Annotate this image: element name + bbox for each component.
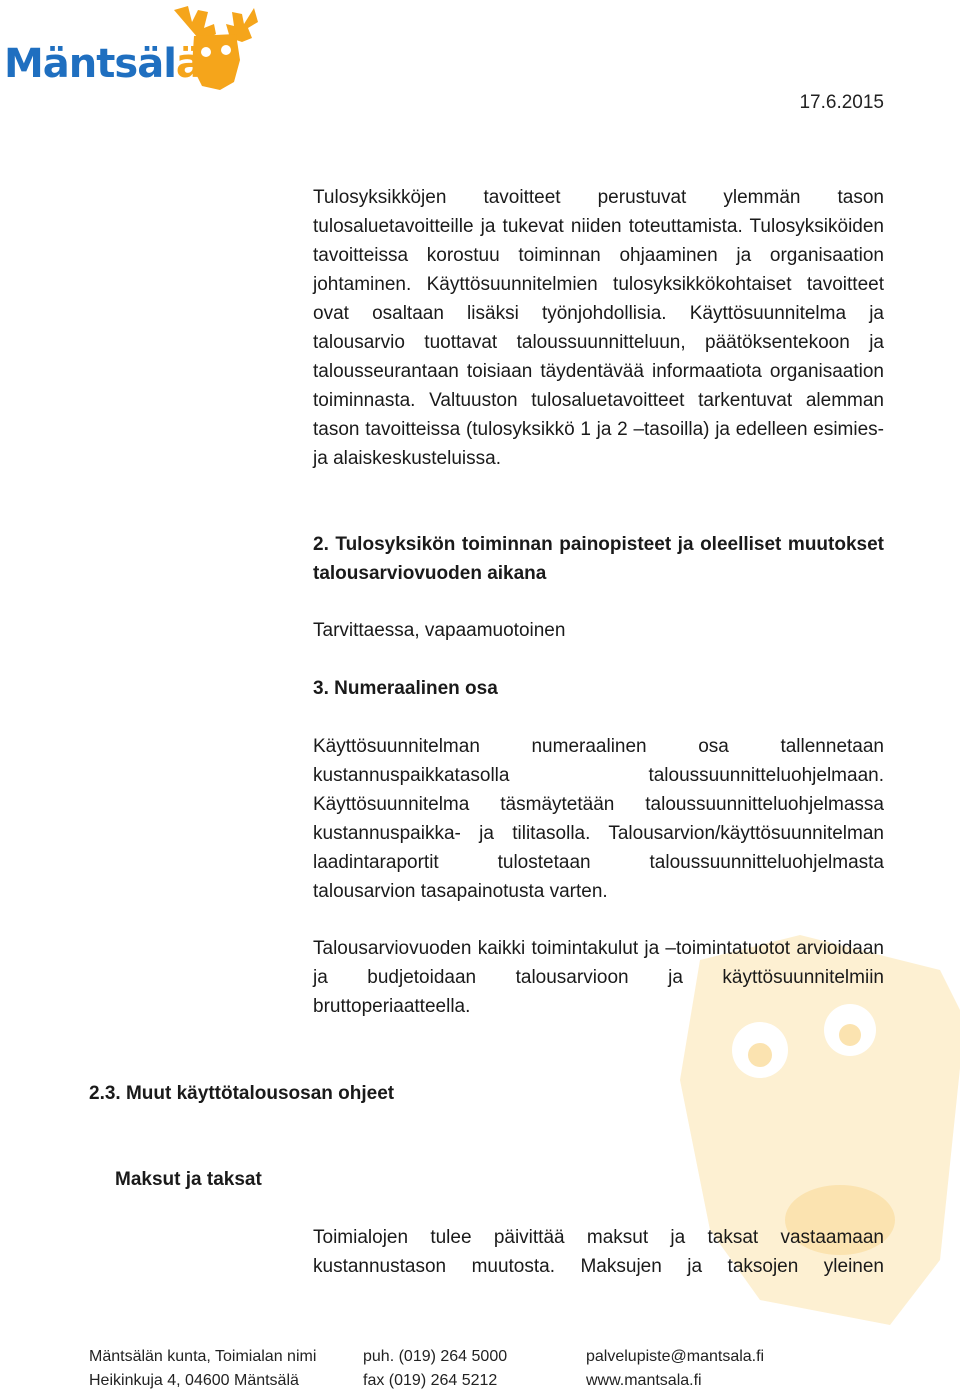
footer-address — [89, 1345, 316, 1393]
footer-street-address: Heikinkuja 4, 04600 Mäntsälä — [89, 1372, 299, 1389]
footer-phone-number: puh. (019) 264 5000 — [363, 1348, 508, 1365]
body-paragraph-5-block — [313, 1223, 884, 1281]
subsection-title: Maksut ja taksat — [115, 1169, 262, 1190]
body-paragraph-1-block — [313, 183, 884, 473]
body-paragraph-4-block — [313, 934, 884, 1021]
body-paragraph-3-block — [313, 732, 884, 906]
section-heading: 3. Numeraalinen osa — [313, 678, 498, 699]
footer-phone — [363, 1345, 507, 1393]
body-paragraph: Tarvittaessa, vapaamuotoinen — [313, 620, 566, 641]
logo-text: Mäntsäl — [4, 41, 176, 87]
heading-3-block — [313, 674, 884, 703]
footer-organization: Mäntsälän kunta, Toimialan nimi — [89, 1348, 317, 1365]
heading-2-block — [313, 530, 884, 588]
section-title: 2.3. Muut käyttötalousosan ohjeet — [89, 1083, 395, 1104]
footer-fax-number: fax (019) 264 5212 — [363, 1372, 498, 1389]
body-paragraph: Käyttösuunnitelman numeraalinen osa tallennetaan kustannuspaikkatasolla taloussuunnitteluohjelmaan. Käyttösuunnitelma täsmäytetään taloussuunnitteluohjelmassa kustannuspaikka- ja tilitasolla. Talousarvion/käyttösuunnitelman laadintaraportit tulostetaan taloussuunnitteluohjelmasta talousarvion tasapainotusta varten. — [313, 736, 884, 902]
footer-email[interactable]: palvelupiste@mantsala.fi — [586, 1348, 765, 1365]
logo-text-accent: ä — [175, 41, 202, 87]
footer-contact — [586, 1345, 764, 1393]
section-heading: 2. Tulosyksikön toiminnan painopisteet ja oleelliset muutokset talousarviovuoden aikana — [313, 534, 884, 584]
body-paragraph-2-block — [313, 616, 884, 645]
body-paragraph: Talousarviovuoden kaikki toimintakulut ja –toimintatuotot arvioidaan ja budjetoidaan talousarvioon ja käyttösuunnitelmiin bruttoperiaatteella. — [313, 938, 884, 1017]
footer-website[interactable]: www.mantsala.fi — [586, 1372, 702, 1389]
document-date: 17.6.2015 — [799, 92, 884, 113]
body-paragraph: Toimialojen tulee päivittää maksut ja taksat vastaamaan kustannustason muutosta. Maksujen ja taksojen yleinen — [313, 1227, 884, 1277]
body-paragraph: Tulosyksikköjen tavoitteet perustuvat ylemmän tason tulosaluetavoitteille ja tukevat niiden toteuttamista. Tulosyksiköiden tavoitteissa korostuu toiminnan ohjaaminen ja organisaation johtaminen. Käyttösuunnitelmien tulosyksikkökohtaiset tavoitteet ovat osaltaan lisäksi työnjohdollisia. Käyttösuunnitelma ja talousarvio tuottavat taloussuunnitteluun, päätöksentekoon ja talousseurantaan toisiaan täydentävää informaatiota organisaation toiminnasta. Valtuuston tulosaluetavoitteet tarkentuvat alemman tason tavoitteissa (tulosyksikkö 1 ja 2 –tasoilla) ja edelleen esimies- ja alaiskeskusteluissa. — [313, 187, 884, 469]
logo — [0, 0, 270, 100]
